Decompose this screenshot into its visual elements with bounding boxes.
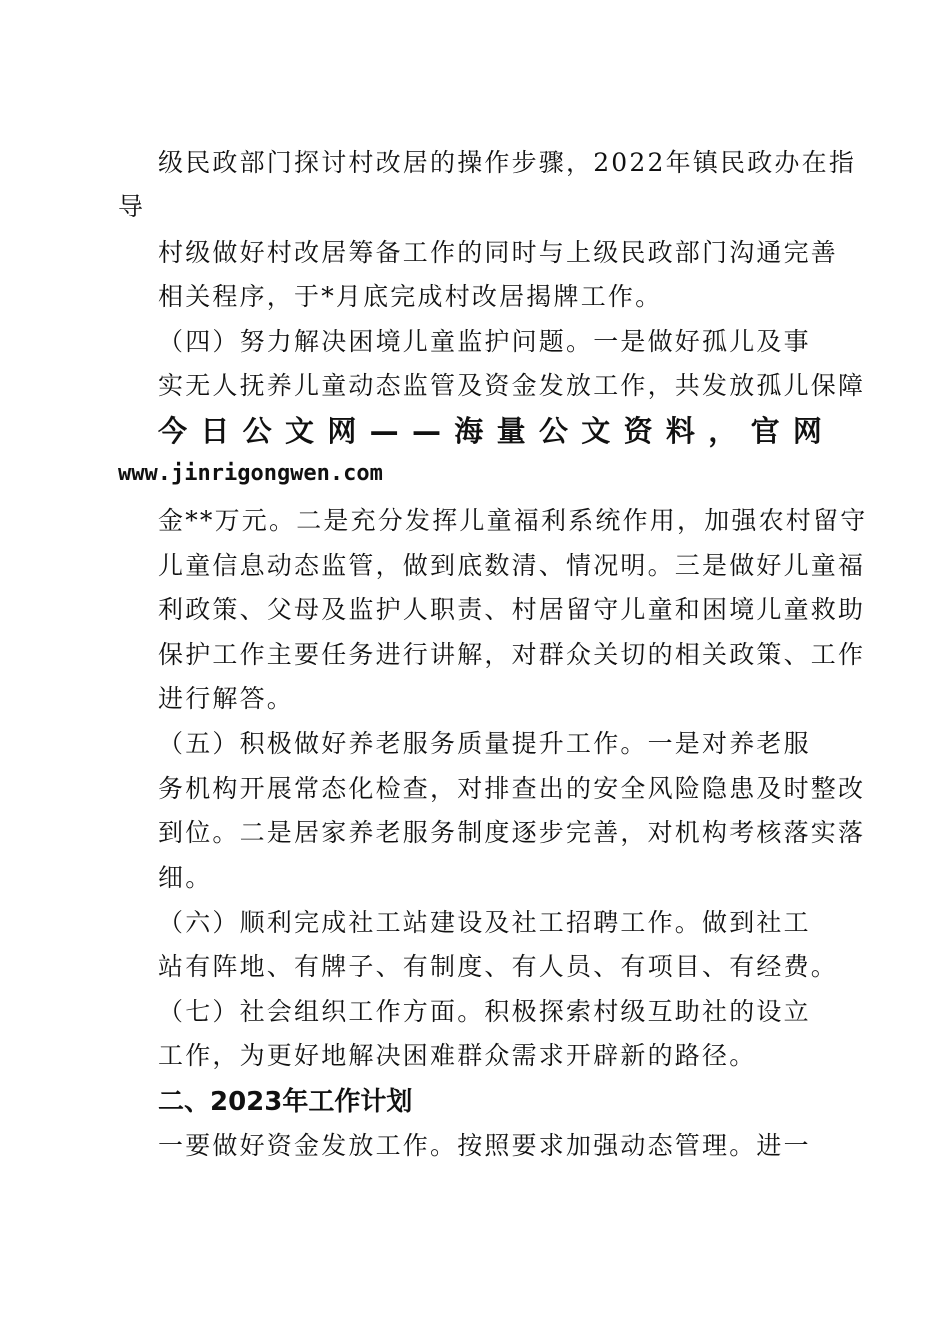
banner-char: 海	[454, 414, 484, 448]
text-line: 站有阵地、有牌子、有制度、有人员、有项目、有经费。	[158, 952, 839, 981]
banner-char: 日	[200, 414, 230, 448]
banner-char: 网	[792, 414, 822, 448]
text-line: 导	[118, 192, 146, 221]
text-line: 实无人抚养儿童动态监管及资金发放工作，共发放孤儿保障	[158, 371, 866, 400]
banner-char: 今	[158, 414, 188, 448]
banner-char: 资	[623, 414, 653, 448]
subheading-6: （六）顺利完成社工站建设及社工招聘工作。做到社工	[158, 908, 811, 937]
text-line: 到位。二是居家养老服务制度逐步完善，对机构考核落实落	[158, 818, 866, 847]
banner-char: ，	[708, 414, 738, 448]
section-heading: 二、2023年工作计划	[158, 1087, 413, 1117]
banner-char: 文	[581, 414, 611, 448]
text-line: 进行解答。	[158, 684, 295, 713]
text-line: 利政策、父母及监护人职责、村居留守儿童和困境儿童救助	[158, 595, 866, 624]
watermark-url[interactable]: www.jinrigongwen.com	[118, 461, 383, 486]
subheading-5: （五）积极做好养老服务质量提升工作。一是对养老服	[158, 729, 811, 758]
banner-char: —	[411, 414, 441, 448]
banner-char: 公	[242, 414, 272, 448]
banner-char: —	[369, 414, 399, 448]
text-line: 村级做好村改居筹备工作的同时与上级民政部门沟通完善	[158, 238, 839, 267]
text-line: 工作，为更好地解决困难群众需求开辟新的路径。	[158, 1041, 757, 1070]
subheading-7: （七）社会组织工作方面。积极探索村级互助社的设立	[158, 997, 811, 1026]
text-line: 儿童信息动态监管，做到底数清、情况明。三是做好儿童福	[158, 551, 866, 580]
text-line: 一要做好资金发放工作。按照要求加强动态管理。进一	[158, 1131, 811, 1160]
text-line: 务机构开展常态化检查，对排查出的安全风险隐患及时整改	[158, 774, 866, 803]
banner-char: 料	[665, 414, 695, 448]
banner-char: 量	[496, 414, 526, 448]
banner-char: 网	[327, 414, 357, 448]
banner-char: 公	[538, 414, 568, 448]
text-line: 金**万元。二是充分发挥儿童福利系统作用，加强农村留守	[158, 506, 868, 535]
subheading-4: （四）努力解决困境儿童监护问题。一是做好孤儿及事	[158, 327, 811, 356]
text-line: 细。	[158, 863, 213, 892]
text-line: 级民政部门探讨村改居的操作步骤，2022年镇民政办在指	[158, 148, 857, 177]
text-line: 相关程序，于*月底完成村改居揭牌工作。	[158, 282, 663, 311]
banner-char: 文	[284, 414, 314, 448]
watermark-banner	[158, 412, 822, 450]
banner-char: 官	[750, 414, 780, 448]
text-line: 保护工作主要任务进行讲解，对群众关切的相关政策、工作	[158, 640, 866, 669]
